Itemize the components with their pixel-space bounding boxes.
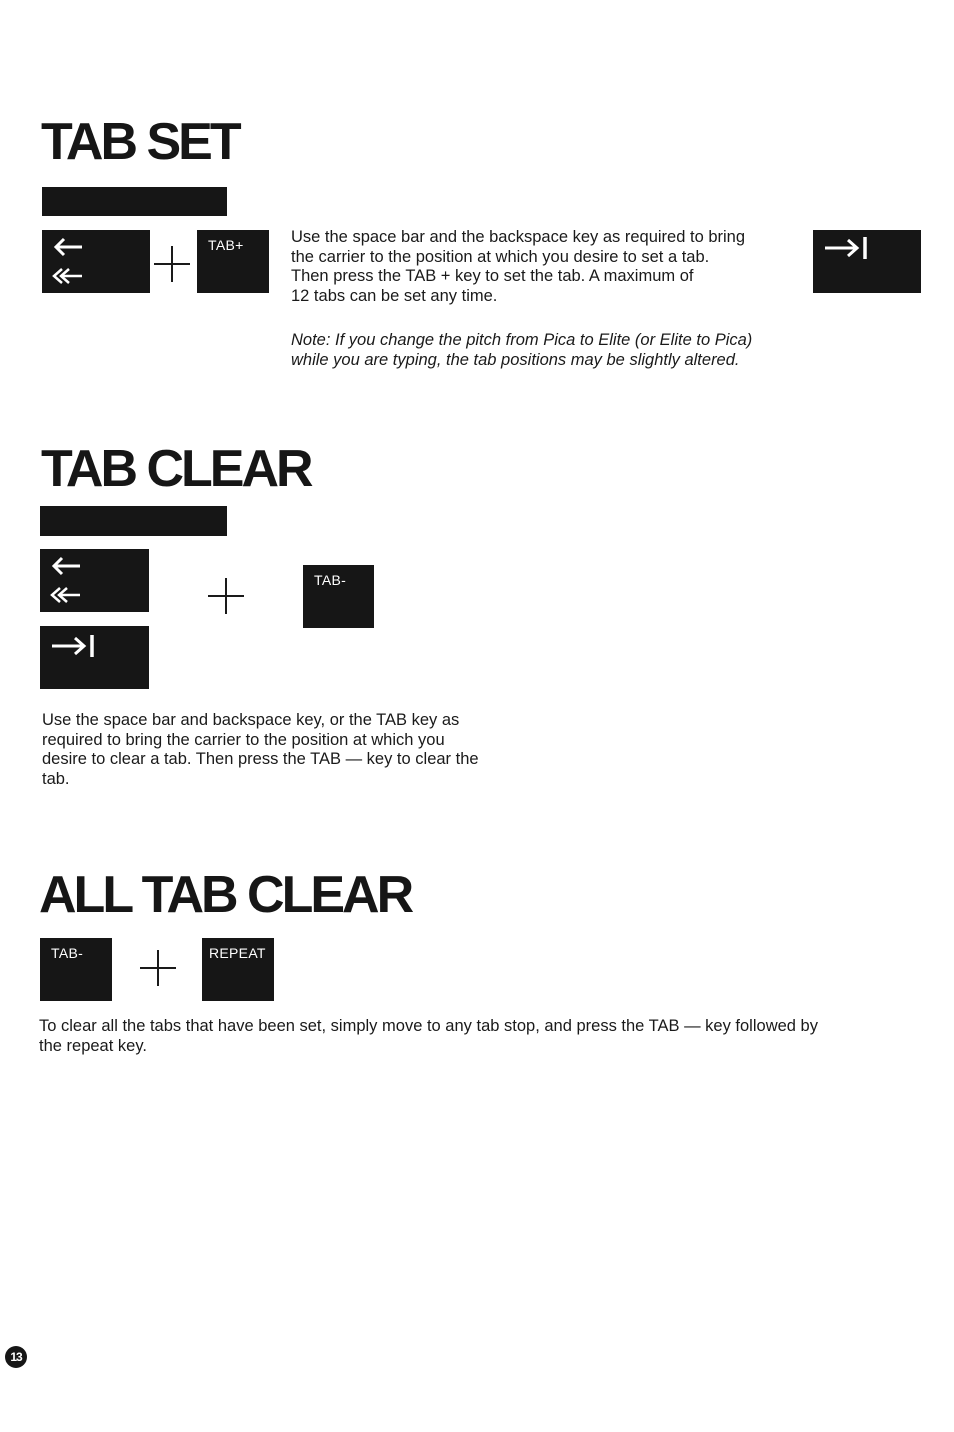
all-tab-clear-description: To clear all the tabs that have been set, simply move to any tab stop, and press the TAB — key followed by the repeat key. (39, 1017, 818, 1055)
tab-clear-header-bar (40, 506, 227, 536)
tab-set-title: TAB SET (41, 113, 239, 171)
tab-arrow-icon (813, 230, 921, 293)
plus-sign-icon (140, 950, 176, 986)
tab-plus-key-label: TAB+ (208, 237, 244, 253)
plus-sign-icon (208, 578, 244, 614)
tab-arrow-icon (40, 626, 149, 689)
tab-key (40, 626, 149, 689)
repeat-key-label: REPEAT (209, 945, 266, 961)
plus-sign-icon (154, 246, 190, 282)
backspace-key (42, 230, 150, 293)
tab-minus-key (40, 938, 112, 1001)
tab-minus-key-label: TAB- (51, 945, 84, 961)
tab-clear-description: Use the space bar and backspace key, or the TAB key as required to bring the carrier to the position at which you desire to clear a tab. Then press the TAB — key to clear the tab. (42, 711, 479, 788)
tab-plus-key (197, 230, 269, 293)
tab-clear-title: TAB CLEAR (41, 440, 311, 498)
all-tab-clear-title: ALL TAB CLEAR (39, 866, 412, 924)
page-number: 13 (5, 1346, 27, 1368)
tab-set-description: Use the space bar and the backspace key as required to bring the carrier to the position at which you desire to set a tab. Then press the TAB + key to set the tab. A maximum of 12 tabs can be set any time. (291, 228, 746, 305)
repeat-key (202, 938, 274, 1001)
tab-key (813, 230, 921, 293)
backspace-arrows-icon (40, 549, 149, 612)
tab-minus-key-label: TAB- (314, 572, 347, 588)
backspace-key (40, 549, 149, 612)
backspace-arrows-icon (42, 230, 150, 293)
tab-minus-key (303, 565, 374, 628)
tab-set-note: Note: If you change the pitch from Pica to Elite (or Elite to Pica) while you are typing, the tab positions may be slightly altered. (291, 331, 753, 369)
tab-set-header-bar (42, 187, 227, 216)
